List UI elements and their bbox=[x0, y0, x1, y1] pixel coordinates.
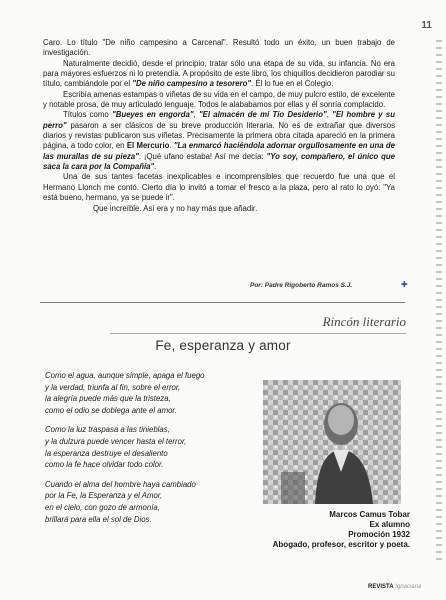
footer bbox=[368, 584, 421, 590]
footer-date: Ignaciana bbox=[395, 584, 422, 590]
caption-line: Ex alumno bbox=[369, 520, 410, 529]
poem-stanza bbox=[45, 479, 255, 525]
paragraph-1: Caro. Lo título "De niño campesino a Carcenal". Resultó todo un éxito, un buen trabajo de investigación. bbox=[43, 38, 395, 58]
divider bbox=[40, 302, 405, 303]
author-line: Por: Padre Rigoberto Ramos S.J. bbox=[250, 282, 353, 289]
paragraph-6: Que increíble. Así era y no hay más que añadir. bbox=[93, 203, 258, 213]
poem-line: y la verdad, triunfa al fin, sobre el error, bbox=[45, 382, 181, 392]
poem-line: la alegría puede más que la tristeza, bbox=[45, 394, 171, 404]
poem-line: y la dulzura puede vencer hasta el terror, bbox=[45, 436, 187, 446]
page-number: 11 bbox=[421, 20, 432, 31]
article-body bbox=[43, 38, 395, 214]
caption-name: Marcos Camus Tobar bbox=[329, 510, 410, 519]
poem-line: Como el agua, aunque simple, apaga el fuego bbox=[45, 371, 205, 380]
section-label: Rincón literario bbox=[322, 314, 406, 329]
poem-line: como la fe hace olvidar todo color. bbox=[45, 460, 164, 470]
poem-line: por la Fe, la Esperanza y el Amor, bbox=[45, 491, 163, 501]
poem-line: brillará para ella el sol de Dios. bbox=[45, 514, 152, 524]
poem-body bbox=[45, 370, 255, 533]
caption-line: Abogado, profesor, escritor y poeta. bbox=[272, 540, 410, 549]
section-underline bbox=[110, 333, 406, 334]
photo-caption bbox=[230, 510, 410, 550]
poem-stanza bbox=[45, 370, 255, 416]
poem-title: Fe, esperanza y amor bbox=[155, 338, 291, 353]
poem-line: en el cielo, con gozo de armonía, bbox=[45, 502, 160, 512]
page-edge-dots bbox=[436, 40, 442, 560]
paragraph-5: Una de sus tantes facetas inexplicables e incomprensibles que recuerdo fue una que el Hermano Llonch me contó. Cierto día lo invitó a tomar el fresco a la plaza, pero al rato lo oyó: "Ya está bueno, hermano, ya se puede ir". bbox=[43, 172, 395, 203]
author-photo bbox=[263, 380, 401, 504]
footer-brand: REVISTA bbox=[368, 584, 394, 590]
poem-line: Cuando el alma del hombre haya cambiado bbox=[45, 479, 196, 489]
poem-line: la esperanza destruye el desaliento bbox=[45, 448, 168, 458]
poem-line: como el odio se doblega ante el amor. bbox=[45, 405, 177, 415]
author-mark-icon: ✚ bbox=[401, 280, 408, 289]
poem-line: Como la luz traspasa a las tinieblas, bbox=[45, 425, 170, 435]
poem-stanza bbox=[45, 424, 255, 470]
paragraph-2: Naturalmente decidió, desde el principio, tratar sólo una etapa de su vida, su infancia. No era para mayores esfuerzos ni lo pretendía. A propósito de este libro, los chiquillos decidieron parodiar su título, cambiándole por el "De niño campesino a tesorero". Él lo fue en el Colegio. bbox=[43, 58, 395, 89]
paragraph-3: Escribía amenas estampas o viñetas de su vida en el campo, de muy pulcro estilo, de excelente y notable prosa, de muy articulado lenguaje. Todos le alababamos por ellas y él sonría complacido. bbox=[43, 89, 395, 110]
paragraph-4: Títulos como "Bueyes en engorda", "El almacén de mi Tío Desiderio", "El hombre y su perro" pasaron a ser clásicos de su breve producción literaria. No es de extrañar que diversos diarios y revistas publicaron sus viñetas. Precisamente la primera obra citada apareció en la primera página, a todo color, en El Mercurio. "La enmarcó haciéndola adornar orgullosamente en una de las murallas de su pieza". ¡Qué ufano estaba! Así me decía: "Yo soy, compañero, el único que saca la cara por la Compañía". bbox=[43, 110, 396, 172]
caption-line: Promoción 1932 bbox=[348, 530, 410, 539]
